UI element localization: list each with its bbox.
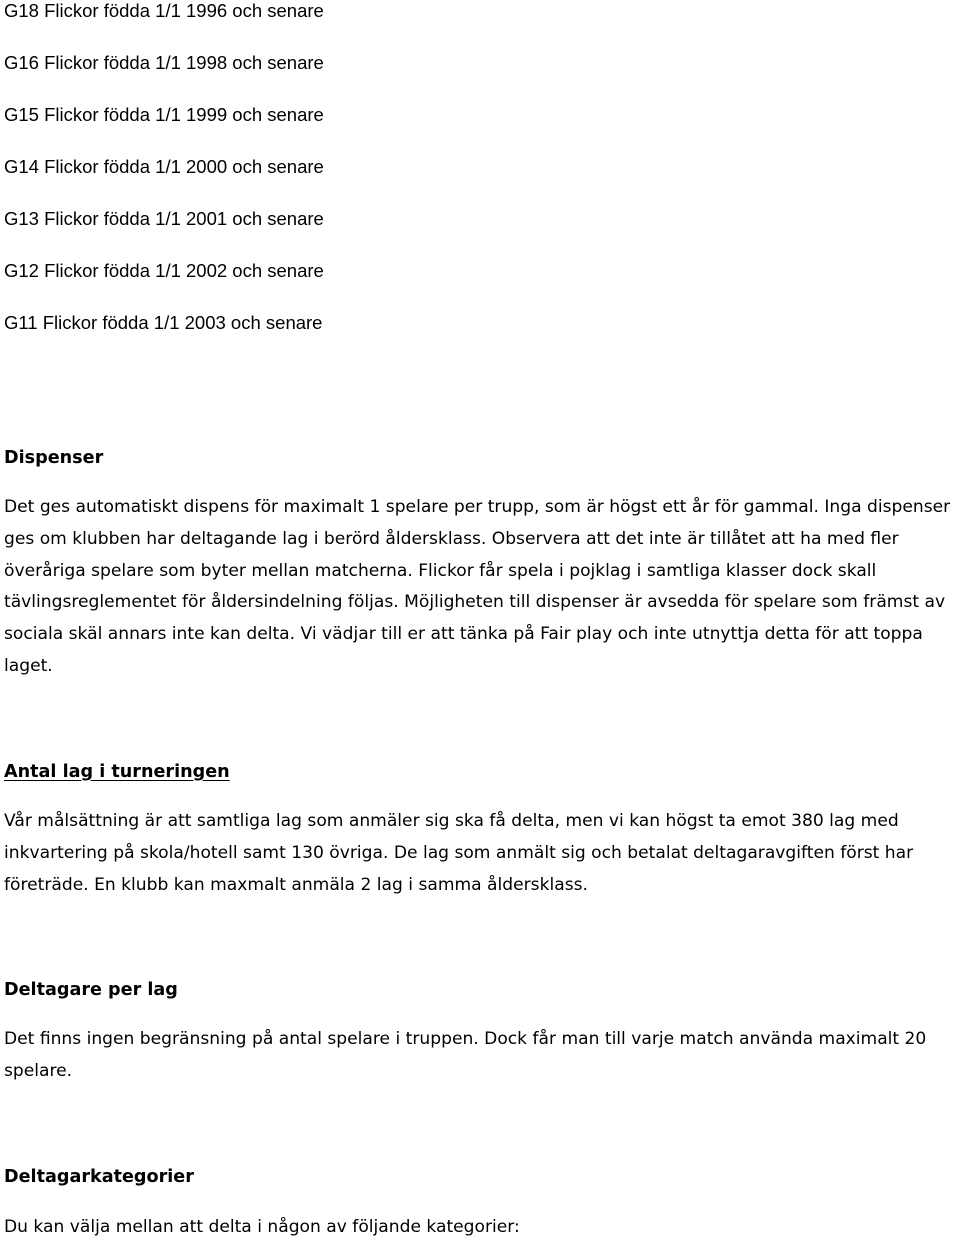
section-text-dispenser: Det ges automatiskt dispens för maximalt 1 spelare per trupp, som är högst ett år för gammal. Inga dispenser ges om klubben har deltagande lag i berörd åldersklass. Observera att det inte är tillåtet att ha med fler överåriga spelare som byter mellan matcherna. Flickor får spela i pojklag i samtliga klasser dock skall tävlingsreglementet för åldersindelning följas. Möjligheten till dispenser är avsedda för spelare som främst av sociala skäl annars inte kan delta. Vi vädjar till er att tänka på Fair play och inte utnyttja detta för att toppa laget. <box>4 497 951 676</box>
class-item: G15 Flickor födda 1/1 1999 och senare <box>4 104 324 125</box>
class-item: G14 Flickor födda 1/1 2000 och senare <box>4 156 324 177</box>
section-heading-deltagare-per-lag: Deltagare per lag <box>4 980 178 1000</box>
class-item: G12 Flickor födda 1/1 2002 och senare <box>4 260 324 281</box>
section-text-deltagarkategorier: Du kan välja mellan att delta i någon av följande kategorier: <box>4 1217 520 1237</box>
section-text-deltagare-per-lag: Det finns ingen begränsning på antal spelare i truppen. Dock får man till varje match använda maximalt 20 spelare. <box>4 1029 927 1081</box>
class-item: G11 Flickor födda 1/1 2003 och senare <box>4 312 323 333</box>
class-item: G18 Flickor födda 1/1 1996 och senare <box>4 0 324 21</box>
section-text-antal-lag: Vår målsättning är att samtliga lag som anmäler sig ska få delta, men vi kan högst ta emot 380 lag med inkvartering på skola/hotell samt 130 övriga. De lag som anmält sig och betalat deltagaravgiften först har företräde. En klubb kan maxmalt anmäla 2 lag i samma åldersklass. <box>4 811 914 895</box>
class-item: G16 Flickor födda 1/1 1998 och senare <box>4 52 324 73</box>
section-heading-deltagarkategorier: Deltagarkategorier <box>4 1167 194 1187</box>
section-heading-dispenser: Dispenser <box>4 448 104 468</box>
class-item: G13 Flickor födda 1/1 2001 och senare <box>4 208 324 229</box>
section-heading-antal-lag: Antal lag i turneringen <box>4 762 230 782</box>
